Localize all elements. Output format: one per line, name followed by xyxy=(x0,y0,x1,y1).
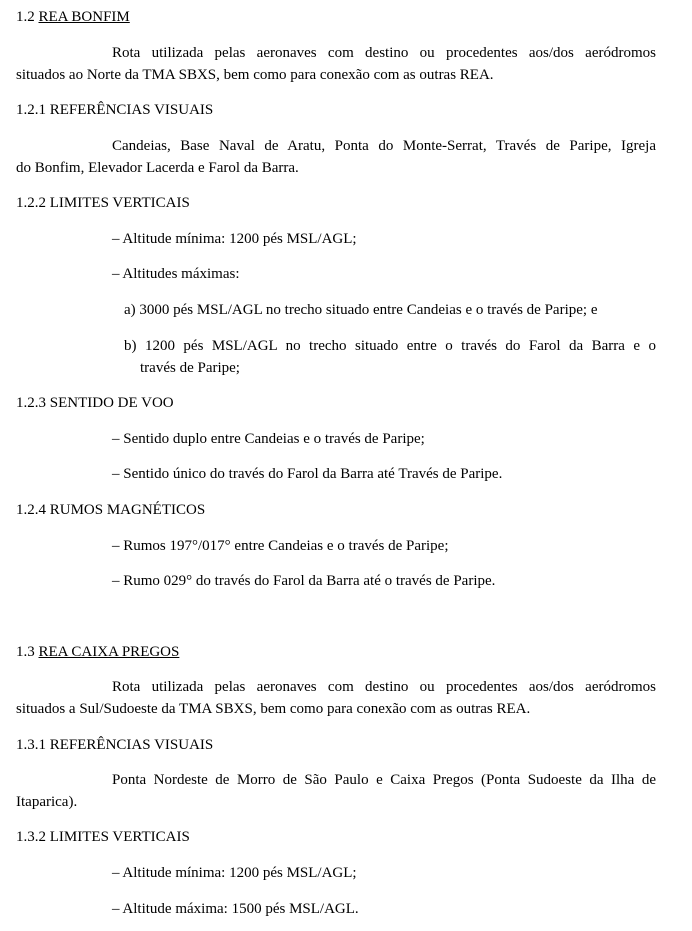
paragraph-line: Rota utilizada pelas aeronaves com destino ou procedentes aos/dos aeródromos xyxy=(112,679,656,695)
list-item: – Altitude mínima: 1200 pés MSL/AGL; xyxy=(112,865,357,881)
subsection-heading: 1.3.1 REFERÊNCIAS VISUAIS xyxy=(16,737,214,753)
subsection-heading: 1.2.1 REFERÊNCIAS VISUAIS xyxy=(16,102,214,118)
subsection-heading: 1.2.2 LIMITES VERTICAIS xyxy=(16,195,190,211)
section-number: 1.2 xyxy=(16,9,35,25)
list-item: – Rumos 197°/017° entre Candeias e o través de Paripe; xyxy=(112,538,449,554)
section-heading-1-3 xyxy=(16,642,179,663)
sub-list-item: a) 3000 pés MSL/AGL no trecho situado entre Candeias e o través de Paripe; e xyxy=(124,302,598,318)
list-item: – Sentido único do través do Farol da Barra até Través de Paripe. xyxy=(112,466,503,482)
list-item: – Altitude máxima: 1500 pés MSL/AGL. xyxy=(112,901,359,917)
list-item: – Rumo 029° do través do Farol da Barra até o través de Paripe. xyxy=(112,573,496,589)
section-title: REA CAIXA PREGOS xyxy=(38,644,180,660)
list-item: – Altitudes máximas: xyxy=(112,266,240,282)
paragraph-line: situados ao Norte da TMA SBXS, bem como para conexão com as outras REA. xyxy=(16,67,494,83)
paragraph-line: Ponta Nordeste de Morro de São Paulo e Caixa Pregos (Ponta Sudoeste da Ilha de xyxy=(112,772,656,788)
subsection-heading: 1.2.4 RUMOS MAGNÉTICOS xyxy=(16,502,206,518)
section-title: REA BONFIM xyxy=(38,9,130,25)
subsection-heading: 1.2.3 SENTIDO DE VOO xyxy=(16,395,174,411)
paragraph-line: Candeias, Base Naval de Aratu, Ponta do Monte-Serrat, Través de Paripe, Igreja xyxy=(112,138,656,154)
sub-list-item-continued: través de Paripe; xyxy=(140,360,240,376)
paragraph-line: situados a Sul/Sudoeste da TMA SBXS, bem como para conexão com as outras REA. xyxy=(16,701,531,717)
paragraph-line: Itaparica). xyxy=(16,794,78,810)
paragraph-line: do Bonfim, Elevador Lacerda e Farol da Barra. xyxy=(16,160,299,176)
list-item: – Altitude mínima: 1200 pés MSL/AGL; xyxy=(112,231,357,247)
paragraph-line: Rota utilizada pelas aeronaves com destino ou procedentes aos/dos aeródromos xyxy=(112,45,656,61)
sub-list-item: b) 1200 pés MSL/AGL no trecho situado entre o través do Farol da Barra e o xyxy=(124,338,656,354)
section-heading-1-2 xyxy=(16,7,130,28)
list-item: – Sentido duplo entre Candeias e o través de Paripe; xyxy=(112,431,425,447)
section-number: 1.3 xyxy=(16,644,35,660)
subsection-heading: 1.3.2 LIMITES VERTICAIS xyxy=(16,829,190,845)
